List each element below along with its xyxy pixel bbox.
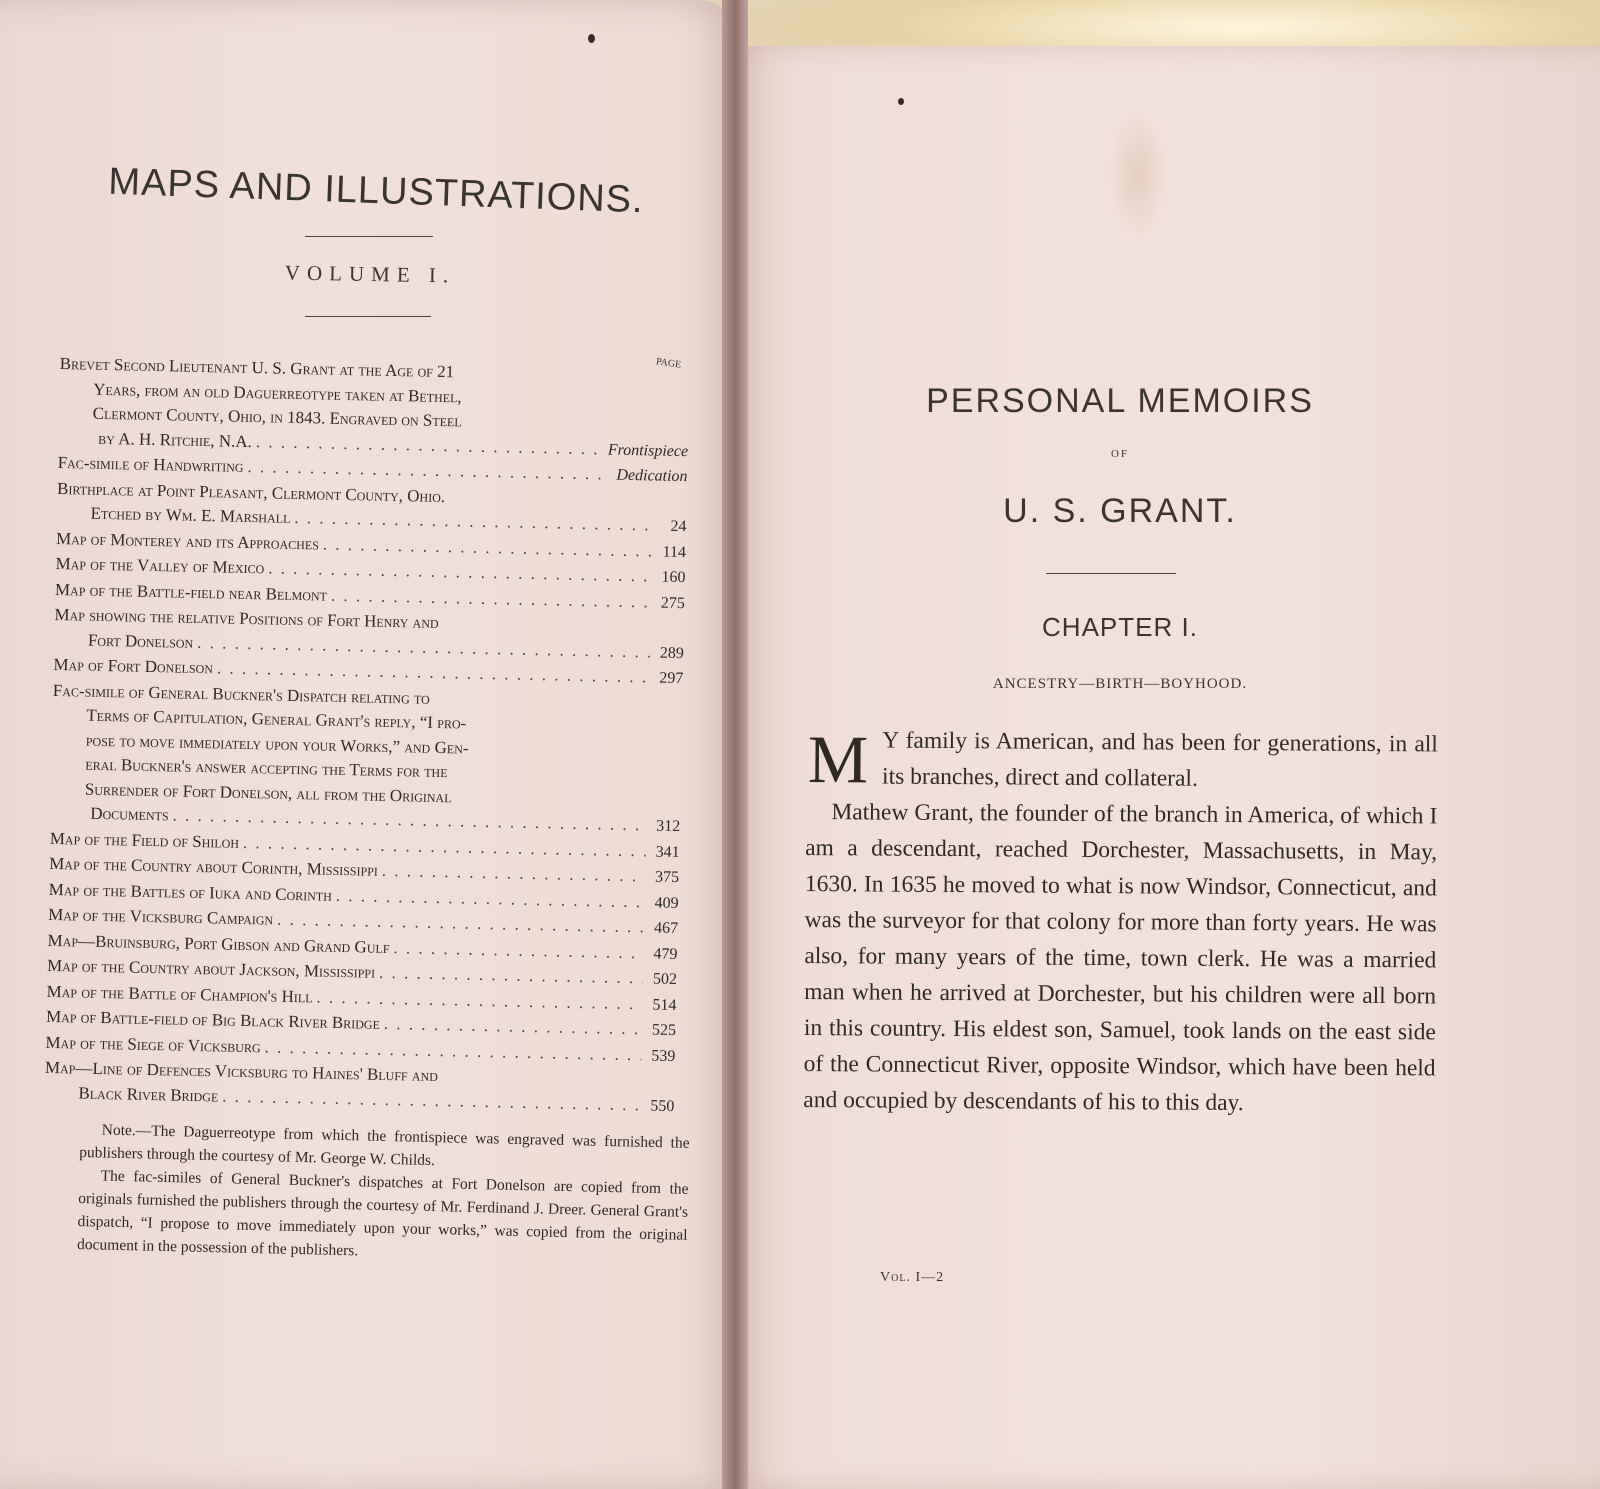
entry-page-number: 539 (651, 1047, 676, 1065)
entry-text: Map of the Field of Shiloh (49, 828, 240, 852)
entry-text: Black River Bridge (78, 1083, 219, 1105)
entry-text: Map of Fort Donelson (53, 654, 214, 678)
chapter-subtitle: ANCESTRY—BIRTH—BOYHOOD. (992, 676, 1248, 692)
entry-text: Birthplace at Point Pleasant, Clermont County, Ohio. (56, 478, 446, 506)
drop-cap: M (807, 721, 869, 798)
entry-text: Clermont County, Ohio, in 1843. Engraved on Steel (92, 403, 462, 431)
entry-text: Map—Line of Defences Vicksburg to Haines' Bluff and (44, 1057, 439, 1086)
paper-speck (588, 34, 595, 43)
entry-page-number: 479 (653, 945, 678, 963)
entry-text: Map of Battle-field of Big Black River Bridge (45, 1006, 381, 1033)
entry-page-number: 160 (661, 568, 686, 587)
entry-page-number: 525 (651, 1021, 677, 1040)
entry-page-number: 375 (654, 868, 680, 887)
entry-text: Map of the Battle of Champion's Hill (46, 981, 313, 1006)
entry-text: Fac-simile of General Buckner's Dispatch relating to (52, 680, 430, 708)
note-paragraph: Note.—The Daguerreotype from which the frontispiece was engraved was furnished the publishers through the courtesy of Mr. George W. Childs. (79, 1121, 690, 1170)
entry-text: eral Buckner's answer accepting the Terms for the (85, 754, 448, 782)
chapter-heading: CHAPTER I. (1042, 612, 1198, 642)
entry-text: Fort Donelson (87, 630, 194, 652)
chapter-body (803, 722, 1438, 1122)
entry-text: by A. H. Ritchie, N.A. (98, 428, 253, 451)
entry-page-number: 289 (659, 644, 685, 662)
body-paragraph (805, 722, 1437, 798)
author-rule (1046, 573, 1176, 574)
entry-page-number: 275 (660, 594, 686, 612)
page-column-label: PAGE (655, 356, 682, 371)
entry-page-number: Frontispiece (607, 440, 689, 460)
entry-text: Surrender of Fort Donelson, all from the Original (84, 779, 452, 806)
title-rule (305, 236, 433, 237)
book-gutter (722, 0, 748, 1489)
entry-page-number: 297 (659, 669, 684, 688)
volume-rule (305, 316, 431, 317)
entry-page-number: 409 (654, 894, 679, 912)
entry-text: Years, from an old Daguerreotype taken at Bethel, (93, 379, 462, 406)
entry-text: Map of Monterey and its Approaches (55, 528, 320, 553)
illustrations-list (44, 352, 690, 1119)
entry-text: Documents (90, 803, 169, 825)
book-title: PERSONAL MEMOIRS (926, 382, 1314, 420)
entry-text: Map of the Siege of Vicksburg (45, 1032, 261, 1056)
leader-dots (393, 936, 644, 966)
body-paragraph: Mathew Grant, the founder of the branch in America, of which I am a descendant, reached Dorchester, Massachusetts, in May, 1630. In 1635 he moved to what is now Windsor, Connecticut, and was the surveyor for that colony for more than forty years. He was also, for many years of the time, town clerk. He was a married man when he arrived at Dorchester, but his children were all born in this country. His eldest son, Samuel, took lands on the east side of the Connecticut River, opposite Windsor, which have been held and occupied by descendants of his to this day. (803, 799, 1438, 1117)
publisher-note (77, 1118, 690, 1270)
entry-text: Terms of Capitulation, General Grant's reply, “I pro- (86, 705, 467, 733)
entry-page-number: 550 (650, 1097, 675, 1115)
entry-text: Map of the Valley of Mexico (55, 553, 265, 578)
entry-page-number: Dedication (616, 466, 688, 486)
entry-page-number: 341 (655, 843, 680, 861)
paper-speck (898, 98, 904, 105)
entry-page-number: 502 (652, 970, 678, 989)
illustration-entry (50, 678, 683, 839)
entry-page-number: 312 (656, 817, 681, 836)
volume-heading: VOLUME I. (284, 260, 456, 288)
illustration-entry (58, 352, 690, 464)
author-name: U. S. GRANT. (1003, 492, 1237, 530)
maps-illustrations-title: MAPS AND ILLUSTRATIONS. (107, 160, 645, 222)
title-of: OF (1110, 448, 1130, 460)
entry-text: Fac-simile of Handwriting (57, 452, 244, 476)
entry-text: Brevet Second Lieutenant U. S. Grant at the Age of 21 (59, 353, 455, 382)
paragraph-text: Y family is American, and has been for generations, in all its branches, direct and collateral. (881, 727, 1438, 792)
entry-text: Map showing the relative Positions of Fort Henry and (54, 604, 439, 632)
entry-text: Map—Bruinsburg, Port Gibson and Grand Gulf (47, 930, 390, 957)
entry-text: Map of the Battles of Iuka and Corinth (48, 879, 333, 905)
entry-text: Map of the Vicksburg Campaign (48, 904, 274, 929)
entry-page-number: 24 (670, 517, 687, 536)
entry-text: Map of the Battle-field near Belmont (54, 579, 328, 605)
entry-page-number: 514 (652, 996, 677, 1014)
page-footer: Vol. I—2 (880, 1270, 945, 1285)
entry-text: pose to move immediately upon your Works,” and Gen- (85, 730, 469, 758)
note-paragraph: The fac-similes of General Buckner's dispatches at Fort Donelson are copied from the originals furnished the publishers through the courtesy of Mr. Ferdinand J. Dreer. General Grant's dispatch, “I propose to move immediately upon your works,” was copied from the original document in the possession of the publishers. (76, 1167, 689, 1260)
entry-page-number: 467 (653, 919, 679, 938)
entry-text: Etched by Wm. E. Marshall (90, 503, 291, 527)
paper-stain (1108, 110, 1168, 240)
entry-text: Map of the Country about Jackson, Mississippi (46, 955, 376, 982)
entry-page-number: 114 (662, 543, 687, 561)
entry-text: Map of the Country about Corinth, Mississippi (49, 853, 379, 880)
